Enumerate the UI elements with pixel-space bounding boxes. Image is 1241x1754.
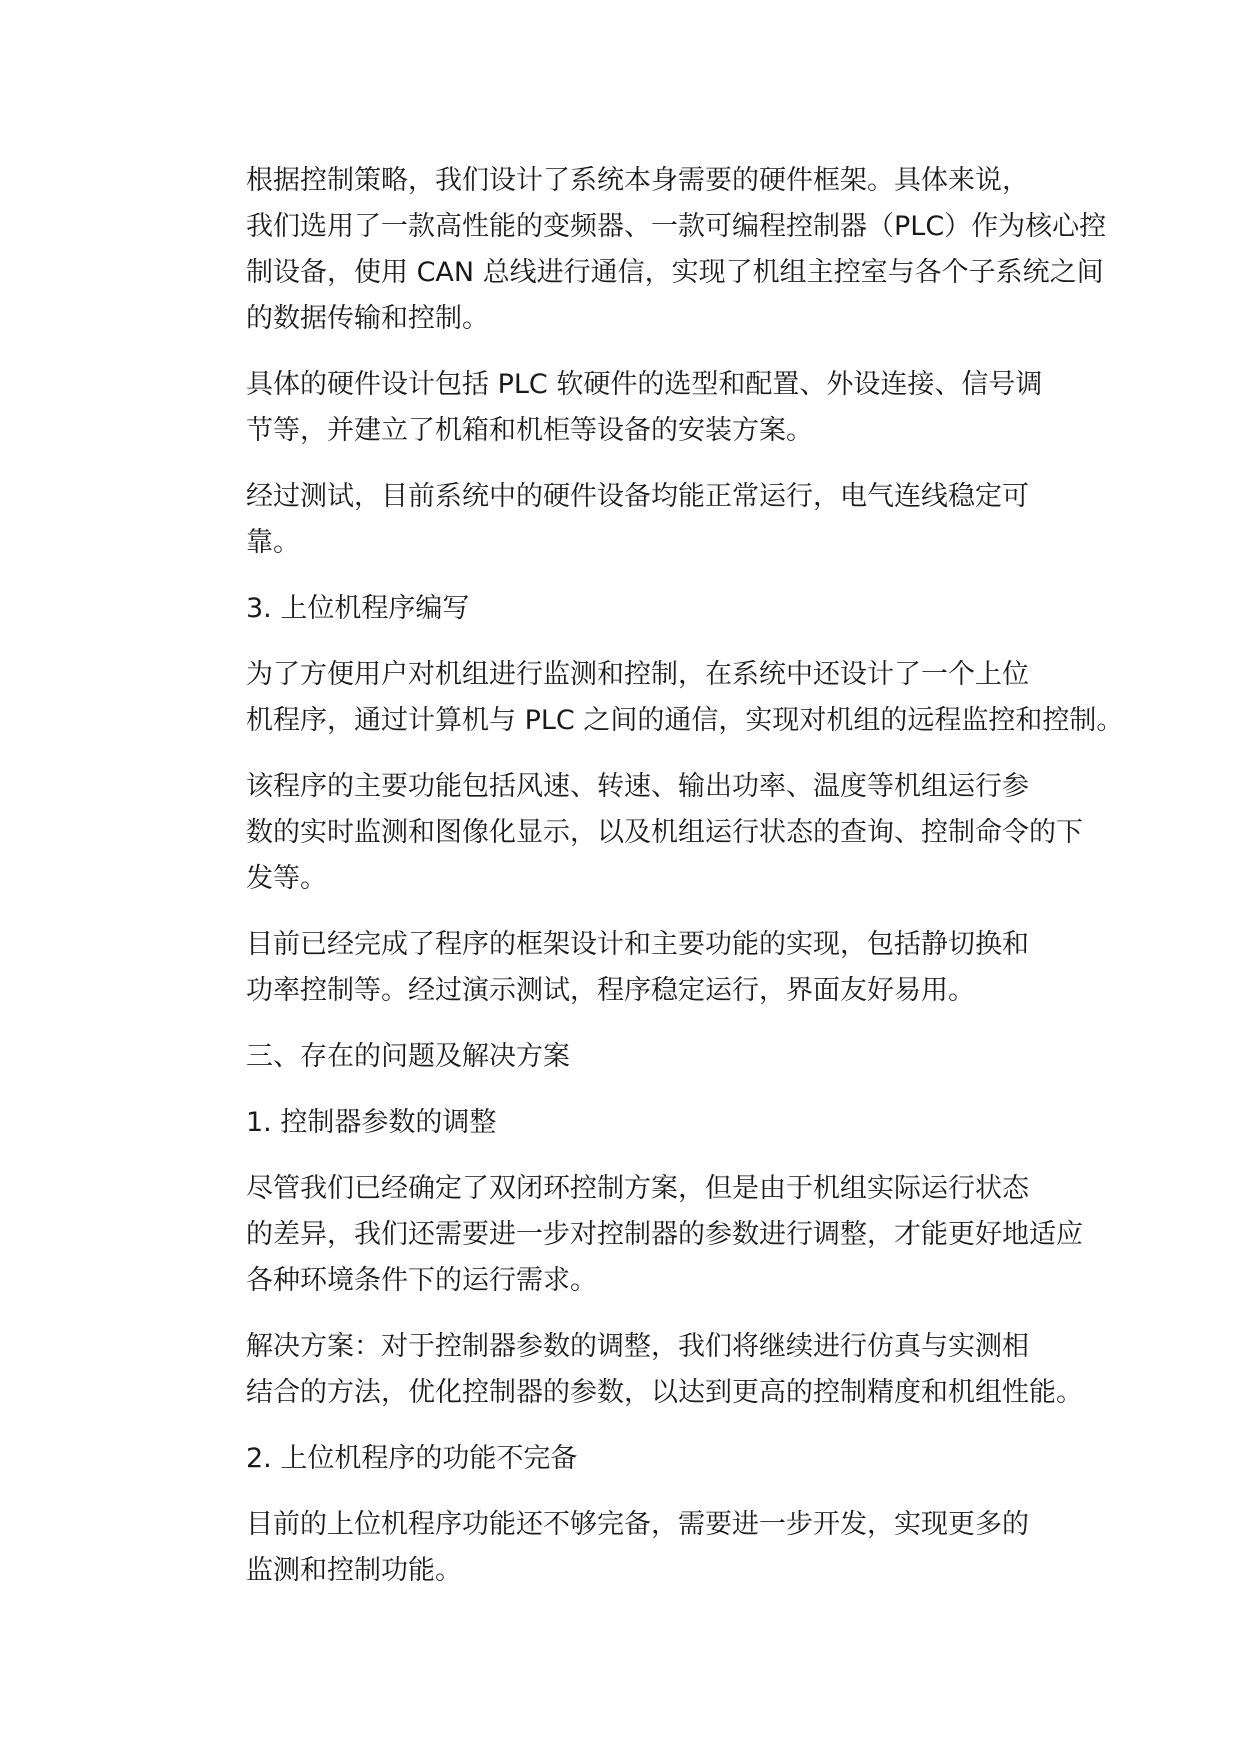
paragraph-line: 靠。	[246, 527, 300, 558]
body-paragraph	[188, 1502, 1093, 1594]
paragraph-line: 目前的上位机程序功能还不够完备，需要进一步开发，实现更多的	[246, 1509, 1029, 1540]
paragraph-line: 的差异，我们还需要进一步对控制器的参数进行调整，才能更好地适应	[246, 1219, 1083, 1250]
section-heading: 1. 控制器参数的调整	[246, 1107, 497, 1138]
paragraph-line: 功率控制等。经过演示测试，程序稳定运行，界面友好易用。	[246, 975, 975, 1006]
body-paragraph	[188, 922, 1093, 1014]
body-paragraph	[188, 652, 1124, 744]
body-paragraph	[188, 1166, 1093, 1304]
section-heading: 三、存在的问题及解决方案	[246, 1041, 570, 1072]
paragraph-line: 具体的硬件设计包括 PLC 软硬件的选型和配置、外设连接、信号调	[246, 369, 1043, 400]
paragraph-line: 解决方案：对于控制器参数的调整，我们将继续进行仿真与实测相	[246, 1331, 1029, 1362]
section-heading: 3. 上位机程序编写	[246, 593, 470, 624]
body-paragraph	[188, 1324, 1093, 1416]
paragraph-line: 节等，并建立了机箱和机柜等设备的安装方案。	[246, 415, 813, 446]
paragraph-line: 发等。	[246, 863, 327, 894]
paragraph-line: 数的实时监测和图像化显示，以及机组运行状态的查询、控制命令的下	[246, 817, 1083, 848]
body-paragraph	[188, 474, 1093, 566]
paragraph-line: 制设备，使用 CAN 总线进行通信，实现了机组主控室与各个子系统之间	[246, 257, 1104, 288]
paragraph-line: 目前已经完成了程序的框架设计和主要功能的实现，包括静切换和	[246, 929, 1029, 960]
paragraph-line: 根据控制策略，我们设计了系统本身需要的硬件框架。具体来说，	[246, 165, 1029, 196]
body-paragraph	[188, 362, 1093, 454]
section-heading: 2. 上位机程序的功能不完备	[246, 1443, 578, 1474]
body-paragraph	[188, 764, 1093, 902]
paragraph-line: 监测和控制功能。	[246, 1555, 462, 1586]
paragraph-line: 的数据传输和控制。	[246, 303, 489, 334]
paragraph-line: 我们选用了一款高性能的变频器、一款可编程控制器（PLC）作为核心控	[246, 211, 1107, 242]
body-paragraph	[188, 158, 1107, 342]
paragraph-line: 经过测试，目前系统中的硬件设备均能正常运行，电气连线稳定可	[246, 481, 1029, 512]
paragraph-line: 各种环境条件下的运行需求。	[246, 1265, 597, 1296]
paragraph-line: 尽管我们已经确定了双闭环控制方案，但是由于机组实际运行状态	[246, 1173, 1029, 1204]
paragraph-line: 结合的方法，优化控制器的参数，以达到更高的控制精度和机组性能。	[246, 1377, 1083, 1408]
document-page	[188, 158, 1124, 1614]
paragraph-line: 机程序，通过计算机与 PLC 之间的通信，实现对机组的远程监控和控制。	[246, 705, 1124, 736]
paragraph-line: 为了方便用户对机组进行监测和控制，在系统中还设计了一个上位	[246, 659, 1029, 690]
paragraph-line: 该程序的主要功能包括风速、转速、输出功率、温度等机组运行参	[246, 771, 1029, 802]
